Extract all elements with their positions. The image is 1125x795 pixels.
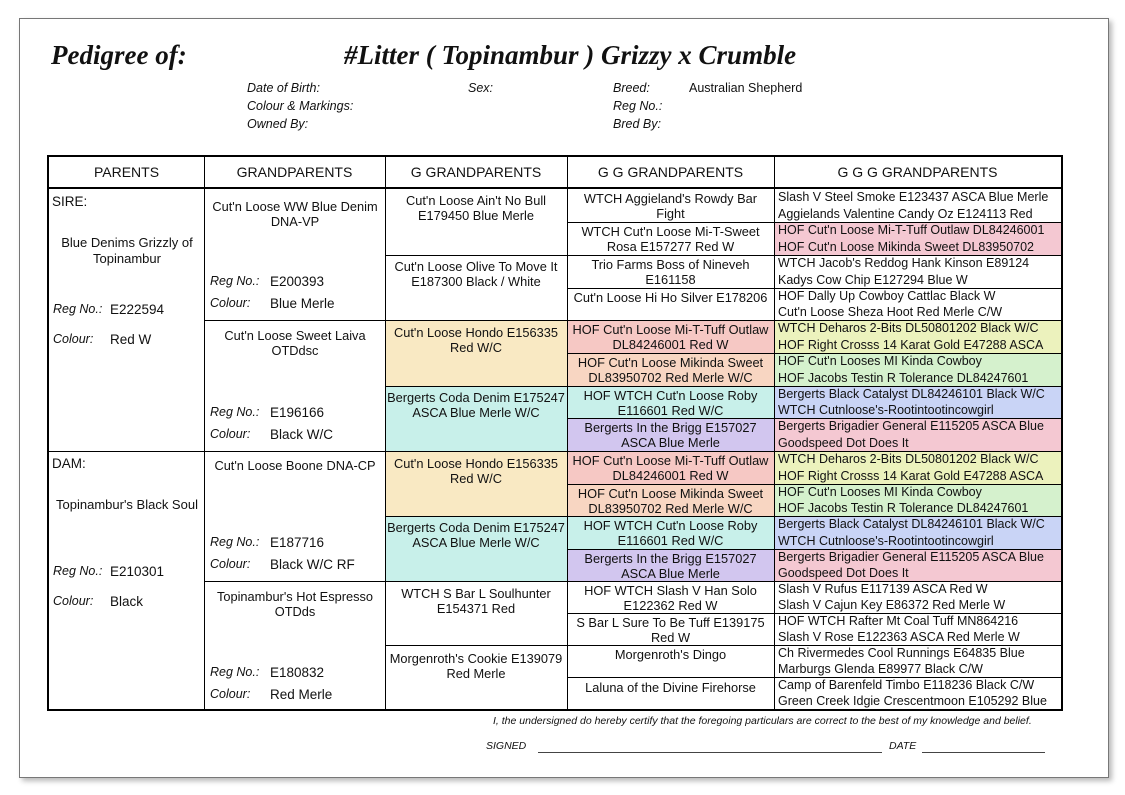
signature-line[interactable] (538, 752, 882, 753)
row-divider (567, 549, 1061, 550)
pedigree-table (47, 155, 1063, 711)
ggg-grandparent-cell: HOF Jacobs Testin R Tolerance DL84247601 (774, 500, 1061, 516)
grandparent-cell (204, 320, 385, 451)
bred-by-label: Bred By: (613, 117, 661, 131)
grandparent-name: Cut'n Loose WW Blue Denim DNA-VP (212, 199, 378, 229)
row-divider (567, 353, 1061, 354)
gg-grandparent-cell: WTCH Aggieland's Rowdy Bar Fight (583, 191, 758, 221)
ggg-grandparent-cell: WTCH Cutnloose's-Rootintootincowgirl (774, 533, 1061, 549)
g-grandparent-cell: Cut'n Loose Ain't No Bull E179450 Blue Merle (405, 193, 547, 223)
g-grandparent-cell: Cut'n Loose Olive To Move It E187300 Black / White (394, 259, 558, 289)
sire-role-label: SIRE: (52, 194, 88, 209)
row-divider (385, 386, 1061, 387)
dam-role-label: DAM: (52, 456, 86, 471)
ggg-grandparent-cell: Green Creek Idgie Crescentmoon E105292 Blue (778, 694, 1047, 708)
ggg-grandparent-cell: Cut'n Loose Sheza Hoot Red Merle C/W (778, 305, 1003, 319)
row-divider (204, 581, 1061, 582)
gg-grandparent-cell: HOF Cut'n Loose Mi-T-Tuff Outlaw DL84246001 Red W (567, 451, 774, 484)
grandparent-reg-label: Reg No.: (210, 665, 260, 679)
ggg-grandparent-cell: Camp of Barenfeld Timbo E118236 Black C/W (778, 678, 1035, 692)
gg-grandparent-cell: Morgenroth's Dingo (614, 647, 727, 662)
grandparent-cell (204, 581, 385, 709)
dam-colour-value: Black (110, 594, 144, 609)
gg-grandparent-cell: HOF WTCH Cut'n Loose Roby E116601 Red W/C (567, 386, 774, 418)
ggg-grandparent-cell: HOF Cut'n Looses MI Kinda Cowboy (774, 353, 1061, 370)
column-header-g-grandparents: G GRANDPARENTS (385, 157, 567, 189)
ggg-grandparent-cell: Goodspeed Dot Does It (774, 435, 1061, 451)
dam-reg-label: Reg No.: (53, 564, 103, 578)
ggg-grandparent-cell: Bergerts Brigadier General E115205 ASCA Blue (774, 549, 1061, 565)
row-divider (567, 418, 1061, 419)
sire-name: Blue Denims Grizzly of Topinambur (61, 235, 193, 266)
grandparent-reg-value: E196166 (270, 405, 325, 420)
ggg-grandparent-cell: Slash V Steel Smoke E123437 ASCA Blue Merle (778, 190, 1049, 204)
date-label: DATE (889, 740, 917, 752)
gg-grandparent-cell: S Bar L Sure To Be Tuff E139175 Red W (576, 615, 765, 645)
breed-label: Breed: (613, 81, 650, 95)
column-divider (774, 157, 775, 709)
g-grandparent-cell: Cut'n Loose Hondo E156335 Red W/C (385, 451, 567, 516)
column-header-ggg-grandparents: G G G GRANDPARENTS (774, 157, 1061, 189)
row-divider (567, 288, 1061, 289)
column-divider (204, 157, 205, 709)
grandparent-colour-value: Blue Merle (270, 296, 335, 311)
ggg-grandparent-cell: Kadys Cow Chip E127294 Blue W (778, 273, 968, 287)
ggg-grandparent-cell: Aggielands Valentine Candy Oz E124113 Red (778, 207, 1033, 221)
sire-colour-label: Colour: (53, 332, 94, 346)
ggg-grandparent-cell: Slash V Cajun Key E86372 Red Merle W (778, 598, 1006, 612)
g-grandparent-cell: Cut'n Loose Hondo E156335 Red W/C (385, 320, 567, 386)
gg-grandparent-cell: Bergerts In the Brigg E157027 ASCA Blue Merle (567, 418, 774, 451)
gg-grandparent-cell: HOF Cut'n Loose Mikinda Sweet DL83950702 Red Merle W/C (567, 353, 774, 386)
row-divider (567, 613, 1061, 614)
gg-grandparent-cell: Laluna of the Divine Firehorse (585, 680, 756, 695)
signed-label: SIGNED (486, 740, 527, 752)
row-divider (567, 222, 1061, 223)
g-grandparent-cell: WTCH S Bar L Soulhunter E154371 Red (401, 586, 551, 616)
colour-markings-label: Colour & Markings: (247, 99, 354, 113)
ggg-grandparent-cell: Bergerts Brigadier General E115205 ASCA Blue (774, 418, 1061, 435)
ggg-grandparent-cell: Bergerts Black Catalyst DL84246101 Black W/C (774, 516, 1061, 533)
pedigree-of-label: Pedigree of: (51, 40, 187, 70)
row-divider (567, 484, 1061, 485)
column-header-gg-grandparents: G G GRANDPARENTS (567, 157, 774, 189)
row-divider (49, 451, 1061, 452)
row-divider (385, 255, 1061, 256)
grandparent-colour-label: Colour: (210, 687, 251, 701)
gg-grandparent-cell: HOF Cut'n Loose Mi-T-Tuff Outlaw DL84246001 Red W (567, 320, 774, 353)
grandparent-colour-value: Black W/C (270, 427, 334, 442)
gg-grandparent-cell: Cut'n Loose Hi Ho Silver E178206 (573, 290, 768, 305)
grandparent-name: Cut'n Loose Boone DNA-CP (214, 458, 376, 473)
grandparent-reg-label: Reg No.: (210, 535, 260, 549)
grandparent-reg-label: Reg No.: (210, 405, 260, 419)
ggg-grandparent-cell: HOF Cut'n Loose Mikinda Sweet DL83950702 (774, 239, 1061, 255)
grandparent-cell (204, 451, 385, 581)
grandparent-name: Topinambur's Hot Espresso OTDds (216, 589, 374, 619)
ggg-grandparent-cell: HOF WTCH Rafter Mt Coal Tuff MN864216 (778, 614, 1019, 628)
column-divider (385, 157, 386, 709)
ggg-grandparent-cell: HOF Right Crosss 14 Karat Gold E47288 ASCA (774, 468, 1061, 484)
reg-no-label: Reg No.: (613, 99, 663, 113)
date-line[interactable] (922, 752, 1045, 753)
grandparent-reg-value: E187716 (270, 535, 325, 550)
ggg-grandparent-cell: WTCH Jacob's Reddog Hank Kinson E89124 (778, 256, 1030, 270)
gg-grandparent-cell: HOF WTCH Cut'n Loose Roby E116601 Red W/C (567, 516, 774, 549)
ggg-grandparent-cell: WTCH Deharos 2-Bits DL50801202 Black W/C (774, 320, 1061, 337)
owned-by-label: Owned By: (247, 117, 309, 131)
ggg-grandparent-cell: HOF Jacobs Testin R Tolerance DL84247601 (774, 370, 1061, 386)
gg-grandparent-cell: HOF Cut'n Loose Mikinda Sweet DL83950702 Red Merle W/C (567, 484, 774, 516)
g-grandparent-cell: Morgenroth's Cookie E139079 Red Merle (389, 651, 563, 681)
grandparent-colour-value: Red Merle (270, 687, 333, 702)
ggg-grandparent-cell: Ch Rivermedes Cool Runnings E64835 Blue (778, 646, 1025, 660)
grandparent-colour-value: Black W/C RF (270, 557, 355, 572)
ggg-grandparent-cell: Goodspeed Dot Does It (774, 565, 1061, 581)
ggg-grandparent-cell: WTCH Deharos 2-Bits DL50801202 Black W/C (774, 451, 1061, 468)
grandparent-name: Cut'n Loose Sweet Laiva OTDdsc (224, 328, 366, 358)
gg-grandparent-cell: WTCH Cut'n Loose Mi-T-Sweet Rosa E157277 Red W (581, 224, 760, 254)
column-header-grandparents: GRANDPARENTS (204, 157, 385, 189)
dam-cell (49, 451, 204, 709)
sire-colour-value: Red W (110, 332, 152, 347)
ggg-grandparent-cell: Marburgs Glenda E89977 Black C/W (778, 662, 983, 676)
sire-reg-label: Reg No.: (53, 302, 103, 316)
column-header-parents: PARENTS (49, 157, 204, 189)
row-divider (385, 516, 1061, 517)
ggg-grandparent-cell: Slash V Rufus E117139 ASCA Red W (778, 582, 988, 596)
gg-grandparent-cell: Bergerts In the Brigg E157027 ASCA Blue Merle (567, 549, 774, 581)
ggg-grandparent-cell: HOF Right Crosss 14 Karat Gold E47288 ASCA (774, 337, 1061, 353)
certification-statement: I, the undersigned do hereby certify that the foregoing particulars are correct to the best of my knowledge and belief. (493, 715, 1032, 727)
ggg-grandparent-cell: HOF Dally Up Cowboy Cattlac Black W (778, 289, 996, 303)
page-title: #Litter ( Topinambur ) Grizzy x Crumble (344, 40, 797, 70)
row-divider (204, 320, 1061, 321)
dam-reg-value: E210301 (110, 564, 165, 579)
row-divider (385, 645, 1061, 646)
date-of-birth-label: Date of Birth: (247, 81, 320, 95)
grandparent-reg-label: Reg No.: (210, 274, 260, 288)
sire-cell (49, 189, 204, 451)
ggg-grandparent-cell: HOF Cut'n Loose Mi-T-Tuff Outlaw DL84246001 (774, 222, 1061, 239)
column-divider (567, 157, 568, 709)
ggg-grandparent-cell: Bergerts Black Catalyst DL84246101 Black W/C (774, 386, 1061, 402)
gg-grandparent-cell: Trio Farms Boss of Nineveh E161158 (591, 257, 750, 287)
g-grandparent-cell: Bergerts Coda Denim E175247 ASCA Blue Merle W/C (385, 516, 567, 581)
ggg-grandparent-cell: WTCH Cutnloose's-Rootintootincowgirl (774, 402, 1061, 418)
breed-value: Australian Shepherd (689, 81, 803, 95)
grandparent-colour-label: Colour: (210, 557, 251, 571)
grandparent-cell (204, 189, 385, 320)
dam-colour-label: Colour: (53, 594, 94, 608)
ggg-grandparent-cell: HOF Cut'n Looses MI Kinda Cowboy (774, 484, 1061, 500)
g-grandparent-cell: Bergerts Coda Denim E175247 ASCA Blue Merle W/C (385, 386, 567, 451)
sire-reg-value: E222594 (110, 302, 165, 317)
gg-grandparent-cell: HOF WTCH Slash V Han Solo E122362 Red W (584, 583, 757, 613)
sex-label: Sex: (468, 81, 494, 95)
row-divider (567, 677, 1061, 678)
grandparent-colour-label: Colour: (210, 296, 251, 310)
grandparent-reg-value: E200393 (270, 274, 325, 289)
ggg-grandparent-cell: Slash V Rose E122363 ASCA Red Merle W (778, 630, 1020, 644)
dam-name: Topinambur's Black Soul (56, 497, 198, 512)
grandparent-colour-label: Colour: (210, 427, 251, 441)
grandparent-reg-value: E180832 (270, 665, 325, 680)
